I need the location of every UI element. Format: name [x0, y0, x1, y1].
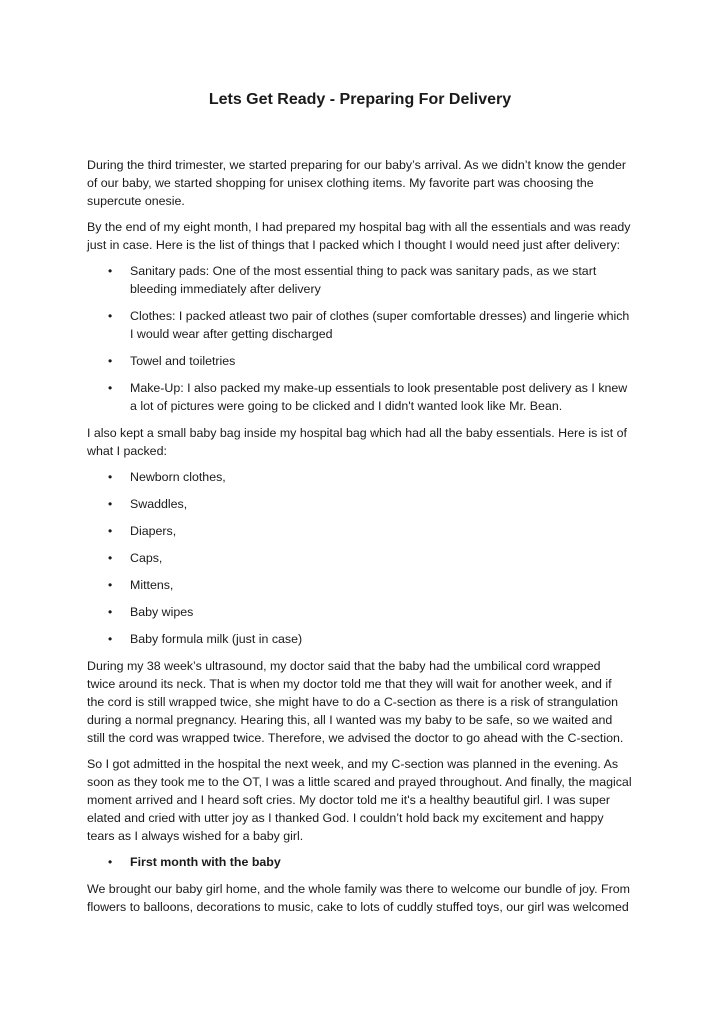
bullet-icon: • [108, 605, 113, 619]
list-item: • Caps, [108, 551, 163, 565]
list-item: • Towel and toiletries [108, 354, 236, 368]
bullet-icon: • [108, 578, 113, 592]
paragraph: I also kept a small baby bag inside my hospital bag which had all the baby essentials. Here is ist of what I packed: [87, 426, 627, 458]
list-item: • Newborn clothes, [108, 470, 226, 484]
paragraph: We brought our baby girl home, and the whole family was there to welcome our bundle of joy. From flowers to balloons, decorations to music, cake to lots of cuddly stuffed toys, our girl was welcomed [87, 882, 630, 914]
list-item: • Clothes: I packed atleast two pair of clothes (super comfortable dresses) and lingerie which I would wear after getting discharged [108, 309, 630, 341]
bullet-icon: • [108, 264, 113, 278]
hospital-bag-list [87, 262, 632, 415]
document-title: Lets Get Ready - Preparing For Delivery [208, 91, 512, 108]
document-body [87, 156, 632, 924]
list-item: • Mittens, [108, 578, 174, 592]
list-item: • Baby wipes [108, 605, 194, 619]
bullet-icon: • [108, 855, 113, 869]
list-item: • Make-Up: I also packed my make-up essentials to look presentable post delivery as I knew a lot of pictures were going to be clicked and I didn't wanted look like Mr. Bean. [108, 381, 628, 413]
paragraph: So I got admitted in the hospital the next week, and my C-section was planned in the evening. As soon as they took me to the OT, I was a little scared and prayed throughout. And finally, the magical moment arrived and I heard soft cries. My doctor told me it's a healthy beautiful girl. I was super elated and cried with utter joy as I thanked God. I couldn’t hold back my excitement and happy tears as I always wished for a baby girl. [87, 757, 632, 843]
bullet-icon: • [108, 381, 113, 395]
bullet-icon: • [108, 524, 113, 538]
list-item: • Swaddles, [108, 497, 188, 511]
paragraph: During the third trimester, we started preparing for our baby’s arrival. As we didn’t know the gender of our baby, we started shopping for unisex clothing items. My favorite part was choosing the supercute onesie. [87, 158, 627, 208]
section-heading: • First month with the baby [108, 855, 281, 869]
list-item: • Sanitary pads: One of the most essential thing to pack was sanitary pads, as we start bleeding immediately after delivery [108, 264, 597, 296]
bullet-icon: • [108, 470, 113, 484]
list-item: • Diapers, [108, 524, 177, 538]
list-item: • Baby formula milk (just in case) [108, 632, 303, 646]
section-heading-list [87, 853, 632, 871]
bullet-icon: • [108, 632, 113, 646]
bullet-icon: • [108, 551, 113, 565]
bullet-icon: • [108, 354, 113, 368]
paragraph: During my 38 week’s ultrasound, my doctor said that the baby had the umbilical cord wrapped twice around its neck. That is when my doctor told me that they will wait for another week, and if the cord is still wrapped twice, she might have to do a C-section as there is a risk of strangulation during a normal pregnancy. Hearing this, all I wanted was my baby to be safe, so we waited and still the cord was wrapped twice. Therefore, we advised the doctor to go ahead with the C-section. [87, 659, 624, 745]
bullet-icon: • [108, 497, 113, 511]
bullet-icon: • [108, 309, 113, 323]
paragraph: By the end of my eight month, I had prepared my hospital bag with all the essentials and was ready just in case. Here is the list of things that I packed which I thought I would need just after delivery: [87, 220, 631, 252]
baby-bag-list [87, 468, 632, 648]
